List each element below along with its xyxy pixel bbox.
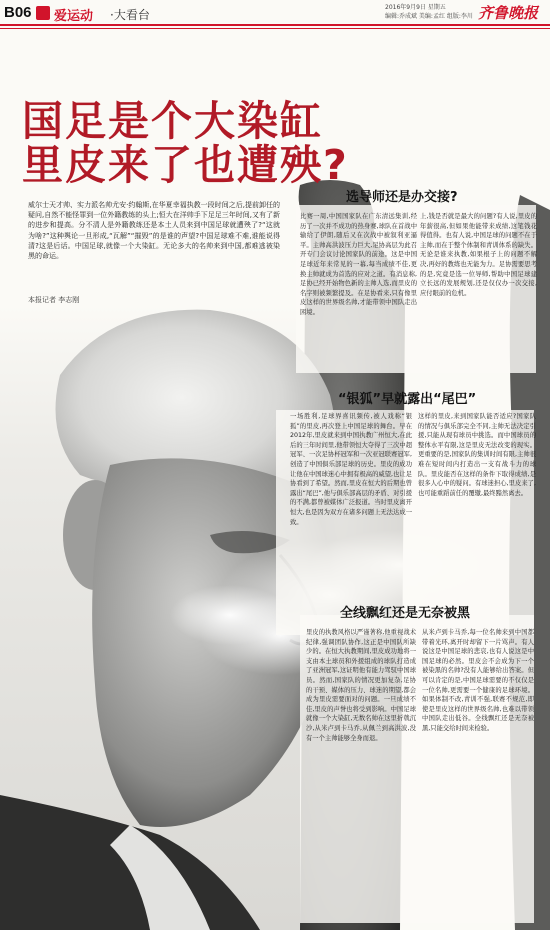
newspaper-masthead: 齐鲁晚报 [478,4,539,22]
section-name: 爱运动 [54,9,94,24]
section-3-column-2: 从米卢到卡马乔,每一位名帅来到中国都带着光环,离开时却留下一片骂声。有人说这是中国足球的悲哀,也有人说这是中国足球的必然。里皮会不会成为下一个被染黑的名帅?没有人能够给出答案。但可以肯定的是,中国足球需要的不仅仅是一位名帅,更需要一个健康的足球环境。如果体制不改,青训不强,联赛不规范,即使是里皮这样的世界级名帅,也难以带领中国队走出低谷。全线飘红还是无奈被黑,只能交给时间来检验。 [422,629,534,732]
section-subname: ·大看台 [110,8,150,22]
section-2-column-1: 一场胜利,足球界喜讯频传,被人戏称“银狐”的里皮,再次登上中国足球的舞台。早在2012年,里皮就来到中国执教广州恒大,在此后的三年时间里,他带领恒大夺得了三次中超冠军、一次足协杯冠军和一次亚冠联赛冠军,创造了中国俱乐部足球的历史。里皮的成功让他在中国球迷心中拥有极高的威望,也让足协看到了希望。然而,里皮在恒大的后期也曾露出“尾巴”,他与俱乐部高层的矛盾、对引援的不满,都曾被媒体广泛报道。当时里皮离开恒大,也是因为双方在诸多问题上无法达成一致。 [290,413,412,526]
editor-credits: 编辑:乔成斌 美编:孟红 组版:李川 [385,13,473,20]
headline-line-1: 国足是个大染缸 [22,97,323,145]
header-rule-thin [0,28,550,29]
lead-paragraph: 威尔士天才帅、实力派名帅尤安·约翰斯,在华夏幸福执教一段时间之后,提前卸任的疑问,自然不能怪罪到一位外籍教练的头上;恒大在洋帅手下足足三年时间,又有了新的进步和提高。分不清人是外籍教练还是本土人员来到中国足球就遭殃了?“这就为啥?”这种舆论一旦形成,“瓦解”“摧毁”的是谁的声望?中国足球难不难,谁能说得清?这是后话。中国足球,就像一个大染缸。无论多大的名帅来到中国,都难逃被染黑的命运。 [28,201,280,261]
section-badge-icon [36,6,50,20]
page-number: B06 [4,4,32,21]
section-3-title: 全线飘红还是无奈被黑 [340,606,471,621]
section-2-column-2: 这样的里皮,来到国家队能否适应?国家队的情况与俱乐部完全不同,主帅无法决定引援,只能从现有球员中挑选。而中国球员的整体水平有限,这是里皮无法改变的现实。更重要的是,国家队的集训时间有限,主帅很难在短时间内打造出一支有战斗力的球队。里皮能否在这样的条件下取得成绩,是很多人心中的疑问。有球迷担心,里皮来了,也可能重蹈前任的覆辙,最终黯然离去。 [418,413,536,497]
page-header [0,0,550,26]
section-3-column-1: 里皮的执教风格以严谨著称,他重视战术纪律,强调团队协作,这正是中国队所缺少的。在恒大执教期间,里皮成功地将一支由本土球员和外援组成的球队打造成了亚洲冠军,这证明他有能力驾驭中国球员。然而,国家队的情况更加复杂,足协的干预、媒体的压力、球迷的期望,都会成为里皮需要面对的问题。一旦成绩不佳,里皮的声誉也将受到影响。中国足球就像一个大染缸,无数名帅在这里折戟沉沙,从米卢到卡马乔,从佩兰到高洪波,没有一个主帅能够全身而退。 [306,629,416,742]
headline-line-2: 里皮来了也遭殃? [22,141,349,189]
byline: 本报记者 李志刚 [28,296,80,304]
issue-date: 2016年9月9日 星期五 [385,4,446,11]
section-2-title: “银狐”早就露出“尾巴” [338,392,477,407]
section-1-column-2: 上,钱是否就是最大的问题?有人说,里皮的年薪很高,但如果他能带来成绩,这笔钱花得值得。也有人说,中国足球的问题不在于主帅,而在于整个体制和青训体系的缺失。无论是谁来执教,如果根子上的问题不解决,再好的教练也无能为力。足协需要思考的是,究竟是选一位导师,帮助中国足球建立长远的发展规划,还是仅仅办一次交接,应付眼前的危机。 [420,213,537,297]
section-1-column-1: 比赛一周,中国国家队在广东清远集训,经历了一次并不成功的热身赛,球队在首战中输给了伊朗,随后又在次战中被叙利亚逼平。主帅高洪波压力巨大,足协高层为此召开专门会议讨论国家队的前途。这是中国足球近年来常见的一幕,每当成绩不佳,更换主帅就成为首选的应对之道。有消息称,足协已经开始物色新的主帅人选,而里皮的名字则被频繁提及。在足协看来,只有像里皮这样的世界级名帅,才能带领中国队走出困境。 [300,213,417,316]
section-1-title: 选导师还是办交接? [346,190,458,205]
header-rule [0,24,550,26]
